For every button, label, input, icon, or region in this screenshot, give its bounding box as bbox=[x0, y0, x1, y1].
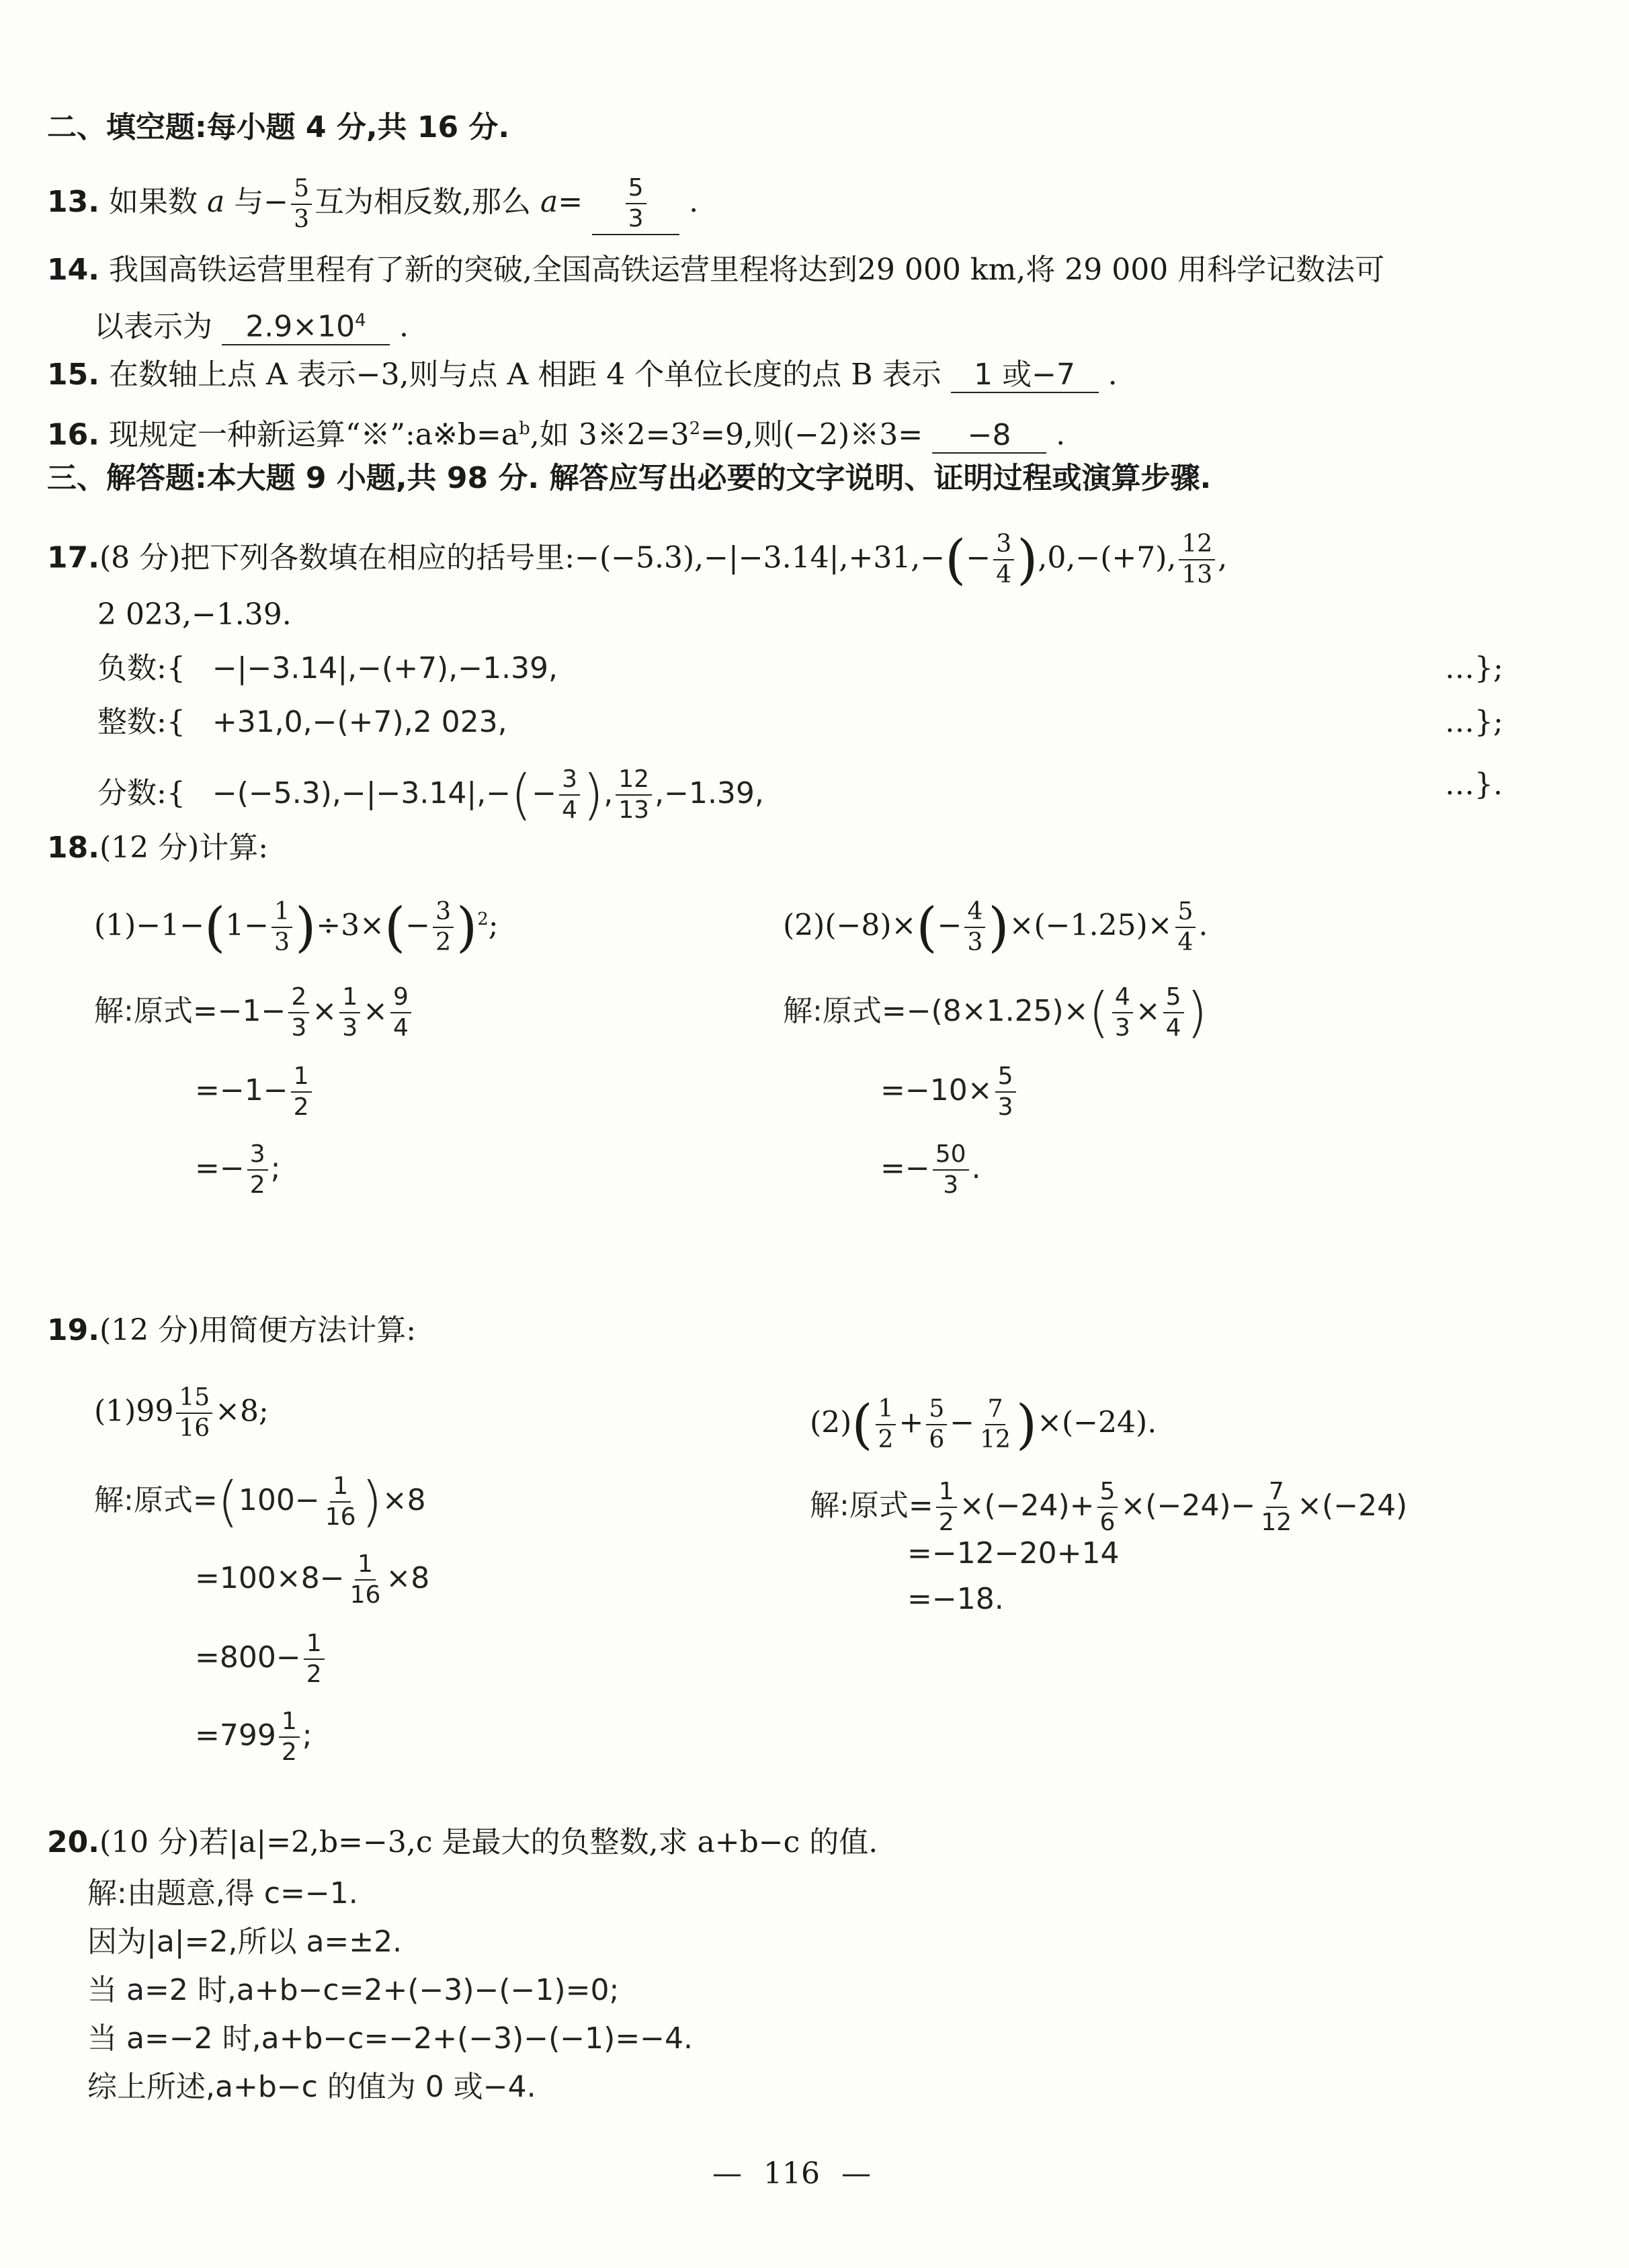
q20-solution-4: 当 a=−2 时,a+b−c=−2+(−3)−(−1)=−4. bbox=[87, 2021, 694, 2056]
q19-p1-solution-3: =800− $\frac{1}{2}$ bbox=[195, 1629, 327, 1689]
integer-set: 整数:{ +31,0,−(+7),2 023, bbox=[97, 705, 507, 739]
question-16: 16. 现规定一种新运算“$※”:a※b=a^b$,如 $3※2=3^2=9$,则(−2)※3= −8 . bbox=[47, 417, 1066, 452]
q19-p2-solution-1: 解:原式= $\frac{1}{2}$ ×(−24)+ $\frac{5}{6}$ ×(−24)− $\frac{7}{12}$ ×(−24) bbox=[810, 1478, 1408, 1536]
answer-blank: −8 bbox=[932, 419, 1046, 454]
q19-p1-solution-2: =100×8− $\frac{1}{16}$ ×8 bbox=[195, 1550, 430, 1609]
q19-p1-solution-4: =799 $\frac{1}{2}$ ; bbox=[195, 1708, 312, 1766]
question-17-line2: 2 023,−1.39. bbox=[97, 597, 292, 632]
page-number: 116 bbox=[763, 2156, 820, 2191]
q18-p2-solution-3: =− $\frac{50}{3}$ . bbox=[880, 1140, 981, 1199]
question-15: 15. 在数轴上点 A 表示−3,则与点 A 相距 4 个单位长度的点 B 表示 1 或−7 . bbox=[47, 358, 1118, 392]
answer-blank: $\frac{5}{3}$ bbox=[592, 173, 679, 235]
q20-solution-5: 综上所述,a+b−c 的值为 0 或−4. bbox=[87, 2070, 536, 2104]
q19-p2-solution-3: =−18. bbox=[907, 1582, 1004, 1616]
fraction: $\frac{5}{3}$ bbox=[291, 174, 312, 235]
q20-solution-3: 当 a=2 时,a+b−c=2+(−3)−(−1)=0; bbox=[87, 1973, 620, 2007]
q20-solution-2: 因为|a|=2,所以 a=±2. bbox=[87, 1925, 403, 1959]
set-end: …}; bbox=[1445, 705, 1503, 739]
answer-blank: 1 或−7 bbox=[951, 358, 1099, 393]
question-14-line1: 14. 我国高铁运营里程有了新的突破,全国高铁运营里程将达到29 000 km,将 29 000 用科学记数法可 bbox=[47, 253, 1385, 287]
q18-p2-solution-1: 解:原式=−(8×1.25)×( $\frac{4}{3}$ × $\frac{5}{4}$ ) bbox=[783, 981, 1208, 1044]
question-19: 19.(12 分)用简便方法计算: bbox=[47, 1313, 417, 1347]
q18-p1-solution-1: 解:原式=−1− $\frac{2}{3}$ × $\frac{1}{3}$ × $\frac{9}{4}$ bbox=[94, 982, 414, 1043]
section-2-title: 二、填空题:每小题 4 分,共 16 分. bbox=[47, 110, 510, 144]
q18-p2-solution-2: =−10× $\frac{5}{3}$ bbox=[880, 1062, 1019, 1122]
q18-p1-solution-3: =− $\frac{3}{2}$ ; bbox=[195, 1140, 281, 1199]
section-3-title: 三、解答题:本大题 9 小题,共 98 分. 解答应写出必要的文字说明、证明过程或演算步骤. bbox=[47, 461, 1212, 495]
question-number: 13. bbox=[47, 185, 99, 219]
question-14-line2: 以表示为 $2.9\times 10^4$ . bbox=[94, 304, 409, 347]
q18-p1-solution-2: =−1− $\frac{1}{2}$ bbox=[195, 1062, 315, 1122]
q20-solution-1: 解:由题意,得 c=−1. bbox=[87, 1876, 358, 1910]
fraction-set: 分数:{ −(−5.3),−|−3.14|,−(− $\frac{3}{4}$ ), $\frac{12}{13}$ ,−1.39, bbox=[97, 763, 764, 826]
q19-p2-solution-2: =−12−20+14 bbox=[907, 1536, 1120, 1570]
question-13: 13. 如果数 a 与− $\frac{5}{3}$ 互为相反数,那么 a= $\frac{5}{3}$ . bbox=[47, 173, 698, 235]
page-footer: — 116 — bbox=[712, 2156, 871, 2191]
q18-part1: (1)−1−(1− $\frac{1}{3}$ )÷3×(− $\frac{3}{2}$ )$^2$; bbox=[94, 896, 499, 958]
question-18: 18.(12 分)计算: bbox=[47, 831, 269, 865]
q19-p1-solution-1: 解:原式=(100− $\frac{1}{16}$ )×8 bbox=[94, 1470, 426, 1533]
set-end: …}. bbox=[1445, 767, 1503, 802]
question-20: 20.(10 分)若|a|=2,b=−3,c 是最大的负整数,求 a+b−c 的值. bbox=[47, 1825, 878, 1859]
negative-numbers-set: 负数:{ −|−3.14|,−(+7),−1.39, bbox=[97, 651, 558, 685]
q19-part1: (1)99 $\frac{15}{16}$ ×8; bbox=[94, 1384, 269, 1442]
question-17: 17.(8 分)把下列各数填在相应的括号里:−(−5.3),−|−3.14|,+31,−(− $\frac{3}{4}$ ),0,−(+7), $\frac{12}{13}$ , bbox=[47, 528, 1228, 591]
answer-blank: $2.9\times 10^4$ bbox=[222, 304, 390, 345]
set-end: …}; bbox=[1445, 651, 1503, 685]
q18-part2: (2)(−8)×(− $\frac{4}{3}$ )×(−1.25)× $\frac{5}{4}$ . bbox=[783, 896, 1208, 958]
q19-part2: (2)( $\frac{1}{2}$ + $\frac{5}{6}$ − $\frac{7}{12}$ )×(−24). bbox=[810, 1393, 1157, 1456]
